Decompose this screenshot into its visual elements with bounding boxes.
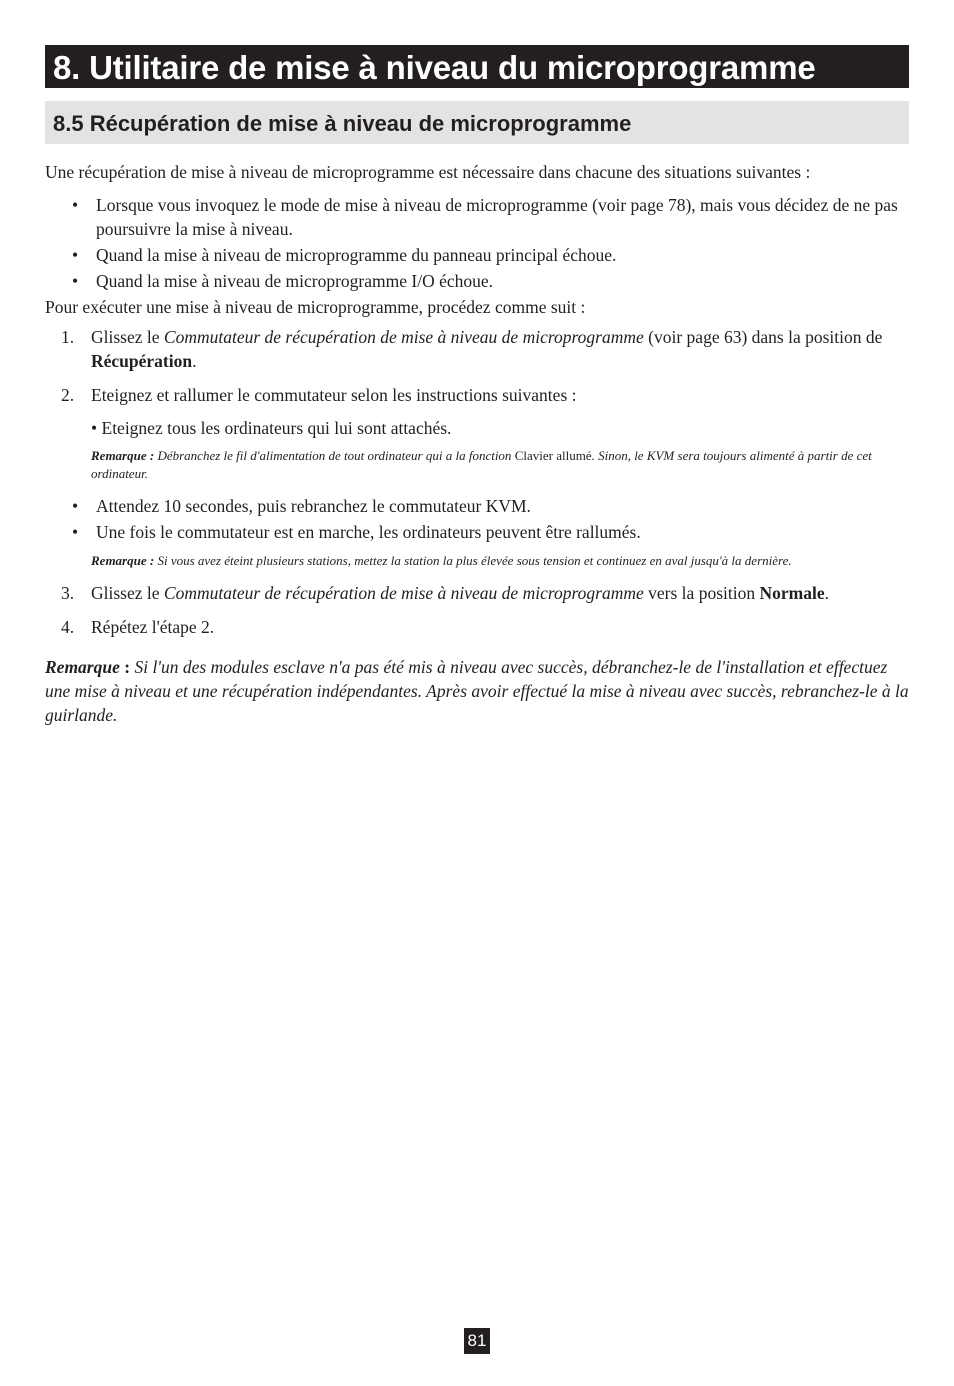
chapter-title-bar: [45, 45, 909, 88]
procedure-steps: [45, 325, 911, 639]
bullet-marker: •: [72, 496, 79, 516]
step-text: Glissez le: [91, 583, 164, 603]
switch-name: Commutateur de récupération de mise à niveau de microprogramme: [163, 583, 644, 603]
situation-text: Quand la mise à niveau de microprogramme I/O échoue.: [96, 271, 494, 291]
bullet-marker: •: [72, 522, 79, 542]
note-text: Débranchez le fil d'alimentation de tout ordinateur qui a la fonction: [154, 448, 515, 463]
step-number: 4.: [61, 617, 75, 637]
situation-item: [45, 193, 911, 241]
section-title-bar: [45, 101, 909, 144]
chapter-title: 8. Utilitaire de mise à niveau du microprogramme: [53, 49, 816, 86]
note-label: Remarque :: [91, 448, 155, 463]
situation-item: [45, 269, 911, 293]
situation-text: Lorsque vous invoquez le mode de mise à niveau de microprogramme (voir page 78), mais vous décidez de ne pas poursuivre la mise à niveau.: [96, 195, 898, 239]
step-text: (voir page 63) dans la position de: [643, 327, 883, 347]
note-text: Si vous avez éteint plusieurs stations, mettez la station la plus élevée sous tension et continuez en aval jusqu'à la dernière.: [154, 553, 792, 568]
procedure-intro: Pour exécuter une mise à niveau de microprogramme, procédez comme suit :: [45, 297, 586, 317]
note-text: Si l'un des modules esclave n'a pas été mis à niveau avec succès, débranchez-le de l'installation et effectuez une mise à niveau et une récupération indépendantes. Après avoir effectué la mise à niveau avec succès, rebranchez-le à la guirlande.: [45, 657, 909, 725]
page-body: [45, 160, 911, 727]
bullet-marker: •: [72, 195, 79, 215]
situation-item: [45, 243, 911, 267]
power-bullets: [45, 494, 911, 544]
list-item: [45, 494, 911, 518]
step-number: 3.: [61, 583, 75, 603]
note-power: [91, 447, 911, 483]
note-label: Remarque :: [91, 553, 155, 568]
position-name: Récupération: [91, 351, 193, 371]
bullet-marker: •: [72, 271, 79, 291]
section-title: 8.5 Récupération de mise à niveau de microprogramme: [53, 111, 632, 136]
step-text: vers la position: [643, 583, 760, 603]
step-number: 2.: [61, 385, 75, 405]
list-item-text: Attendez 10 secondes, puis rebranchez le commutateur KVM.: [96, 496, 531, 516]
sub-bullet: • Eteignez tous les ordinateurs qui lui sont attachés.: [91, 418, 452, 438]
list-item: [45, 520, 911, 544]
situations-list: [45, 193, 911, 293]
note-stations: [91, 549, 911, 573]
bullet-marker: •: [72, 245, 79, 265]
step-1: [45, 325, 911, 373]
step-number: 1.: [61, 327, 75, 347]
note-label: Remarque: [45, 657, 120, 677]
step-3: [45, 581, 911, 605]
step-2: [45, 383, 911, 573]
final-note: [45, 655, 911, 727]
position-name: Normale: [759, 583, 825, 603]
step-text: .: [192, 351, 197, 371]
step-text: Répétez l'étape 2.: [91, 617, 215, 637]
step-text: .: [824, 583, 829, 603]
note-colon: :: [119, 657, 135, 677]
page-number: 81: [464, 1328, 490, 1354]
note-text: . Sinon, le KVM sera toujours alimenté à partir de cet ordinateur.: [91, 448, 872, 481]
step-4: [45, 615, 911, 639]
intro-paragraph: Une récupération de mise à niveau de microprogramme est nécessaire dans chacune des situations suivantes :: [45, 162, 811, 182]
step-text: Eteignez et rallumer le commutateur selon les instructions suivantes :: [91, 385, 577, 405]
list-item-text: Une fois le commutateur est en marche, les ordinateurs peuvent être rallumés.: [96, 522, 641, 542]
switch-name: Commutateur de récupération de mise à niveau de microprogramme: [163, 327, 644, 347]
note-text: Clavier allumé: [514, 448, 592, 463]
step-text: Glissez le: [91, 327, 164, 347]
situation-text: Quand la mise à niveau de microprogramme du panneau principal échoue.: [96, 245, 617, 265]
